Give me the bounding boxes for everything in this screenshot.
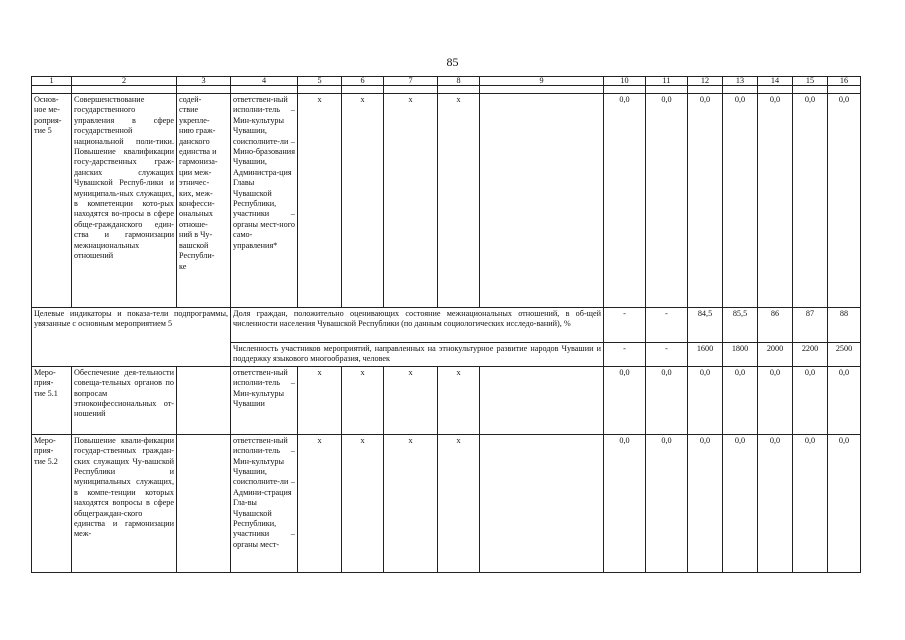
header-cell: 5: [298, 77, 342, 86]
value-cell: 0,0: [758, 434, 793, 572]
value-cell: 88: [828, 308, 861, 343]
activity-title: Повышение квали-фикации государ-ственных граждан-ских служащих Чу-вашской Республики и муниципальных служащих, в компе-тенции которых находятся вопросы в сфере общеграждан-ского единства и гармонизации меж-: [72, 434, 177, 572]
header-cell: 7: [384, 77, 438, 86]
value-cell: -: [646, 343, 688, 367]
value-cell: 86: [758, 308, 793, 343]
header-cell: 11: [646, 77, 688, 86]
value-cell: 0,0: [688, 434, 723, 572]
column-number-row: [32, 77, 861, 86]
value-cell: 0,0: [688, 366, 723, 434]
value-cell: 2000: [758, 343, 793, 367]
value-cell: -: [646, 308, 688, 343]
value-cell: 0,0: [758, 94, 793, 308]
empty-cell: [480, 434, 604, 572]
activity-code: Меро- прия- тие 5.1: [32, 366, 72, 434]
header-cell: 3: [177, 77, 231, 86]
value-cell: 0,0: [646, 94, 688, 308]
x-cell: x: [342, 434, 384, 572]
x-cell: x: [384, 366, 438, 434]
indicators-label: Целевые индикаторы и показа-тели подпрограммы, увязанные с основным мероприятием 5: [32, 308, 231, 367]
value-cell: 0,0: [646, 366, 688, 434]
page-number: 85: [446, 55, 459, 69]
header-cell: 16: [828, 77, 861, 86]
empty-cell: [480, 366, 604, 434]
value-cell: 1600: [688, 343, 723, 367]
x-cell: x: [384, 434, 438, 572]
x-cell: x: [438, 366, 480, 434]
value-cell: 0,0: [723, 94, 758, 308]
empty-cell: [177, 434, 231, 572]
header-cell: 10: [604, 77, 646, 86]
activity-executors: ответствен-ный исполни-тель – Мин-культуры Чувашии, соисполните-ли – Мино-бразования Чувашии, Администра-ция Главы Чувашской Республики, участники – органы мест-ного само-управления*: [231, 94, 298, 308]
value-cell: 0,0: [688, 94, 723, 308]
header-cell: 15: [793, 77, 828, 86]
value-cell: 0,0: [604, 366, 646, 434]
header-cell: 8: [438, 77, 480, 86]
value-cell: 2200: [793, 343, 828, 367]
table-row: [32, 94, 861, 308]
header-cell: 1: [32, 77, 72, 86]
value-cell: 0,0: [723, 434, 758, 572]
value-cell: 0,0: [828, 366, 861, 434]
x-cell: x: [384, 94, 438, 308]
value-cell: 1800: [723, 343, 758, 367]
header-cell: 6: [342, 77, 384, 86]
indicator-1-text: Доля граждан, положительно оценивающих состояние межнациональных отношений, в об-щей численности населения Чувашской Республики (по данным социологических исследо-ваний), %: [231, 308, 604, 343]
x-cell: x: [342, 94, 384, 308]
value-cell: 2500: [828, 343, 861, 367]
x-cell: x: [342, 366, 384, 434]
value-cell: 87: [793, 308, 828, 343]
value-cell: 0,0: [828, 434, 861, 572]
value-cell: 0,0: [793, 94, 828, 308]
value-cell: -: [604, 343, 646, 367]
value-cell: 0,0: [758, 366, 793, 434]
value-cell: 0,0: [604, 434, 646, 572]
activity-code: Основ- ное ме- роприя- тие 5: [32, 94, 72, 308]
table-row: [32, 366, 861, 434]
empty-cell: [177, 366, 231, 434]
header-cell: 4: [231, 77, 298, 86]
value-cell: 84,5: [688, 308, 723, 343]
x-cell: x: [438, 94, 480, 308]
value-cell: 0,0: [793, 366, 828, 434]
value-cell: 85,5: [723, 308, 758, 343]
activity-executors: ответствен-ный исполни-тель – Мин-культуры Чувашии, соисполните-ли – Админи-страция Гла-вы Чувашской Республики, участники – органы мест-: [231, 434, 298, 572]
empty-cell: [480, 94, 604, 308]
value-cell: 0,0: [646, 434, 688, 572]
activity-title: Обеспечение дея-тельности совеща-тельных органов по вопросам этноконфессиональных от-ношений: [72, 366, 177, 434]
header-cell: 12: [688, 77, 723, 86]
spacer-row: [32, 86, 861, 94]
indicator-2-text: Численность участников мероприятий, направленных на этнокультурное развитие народов Чувашии и поддержку языкового многообразия, человек: [231, 343, 604, 367]
value-cell: 0,0: [604, 94, 646, 308]
x-cell: x: [438, 434, 480, 572]
activity-code: Меро- прия- тие 5.2: [32, 434, 72, 572]
x-cell: x: [298, 366, 342, 434]
value-cell: 0,0: [793, 434, 828, 572]
value-cell: -: [604, 308, 646, 343]
header-cell: 14: [758, 77, 793, 86]
program-table: [31, 76, 861, 573]
value-cell: 0,0: [828, 94, 861, 308]
table-row: [32, 308, 861, 343]
header-cell: 9: [480, 77, 604, 86]
x-cell: x: [298, 434, 342, 572]
header-cell: 2: [72, 77, 177, 86]
x-cell: x: [298, 94, 342, 308]
header-cell: 13: [723, 77, 758, 86]
activity-goal: содей- ствие укрепле- нию граж- данского единства и гармониза- ции меж- этничес- ких, меж- конфесси- ональных отноше- ний в Чу- вашской Республи- ке: [177, 94, 231, 308]
table-row: [32, 434, 861, 572]
activity-title: Совершенствование государственного управления в сфере государственной национальной поли-тики. Повышение квалификации госу-дарственных граж-данских служащих Чувашской Респуб-лики и муниципаль-ных служащих, в компетенции кото-рых находятся во-просы в сфере обще-гражданского един-ства и гармонизации межнациональных отношений: [72, 94, 177, 308]
activity-executors: ответствен-ный исполни-тель – Мин-культуры Чувашии: [231, 366, 298, 434]
value-cell: 0,0: [723, 366, 758, 434]
